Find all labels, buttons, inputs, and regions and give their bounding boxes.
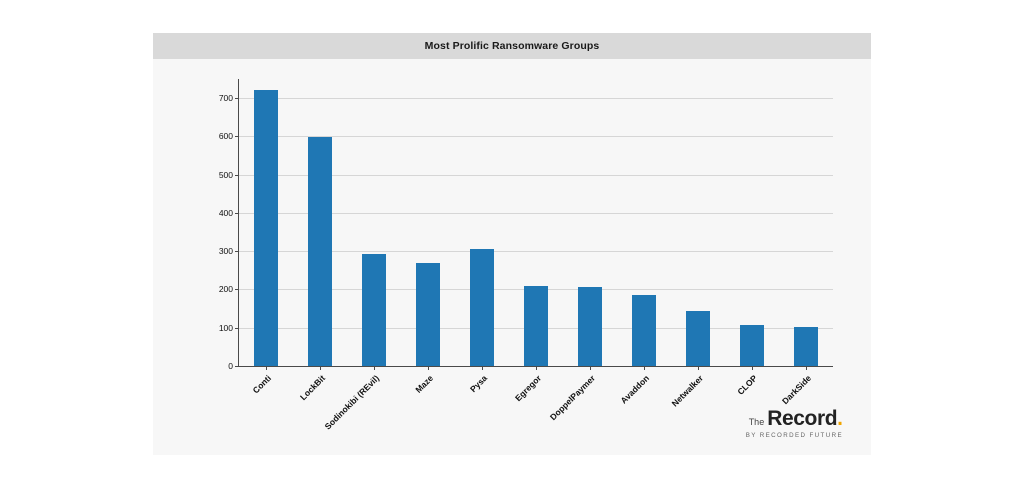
brand-tagline: BY RECORDED FUTURE — [745, 431, 843, 439]
x-tick-label: DoppelPaymer — [547, 373, 598, 423]
y-tick-label: 300 — [218, 246, 233, 257]
brand-the: The — [748, 416, 765, 427]
x-tick-mark — [320, 366, 321, 370]
bar — [524, 286, 549, 366]
x-tick-label: Maze — [413, 373, 436, 395]
bar-series — [239, 79, 833, 366]
bar — [308, 137, 333, 366]
x-tick-mark — [752, 366, 753, 370]
x-tick-mark — [266, 366, 267, 370]
bar — [416, 263, 441, 366]
x-tick-label: LockBit — [297, 373, 328, 403]
bar — [578, 287, 603, 366]
brand-logo — [746, 408, 843, 439]
x-tick-label: Conti — [250, 373, 274, 396]
x-tick-mark — [590, 366, 591, 370]
x-tick-mark — [644, 366, 645, 370]
x-tick-label: Netwalker — [669, 373, 706, 409]
y-tick-label: 500 — [218, 169, 233, 180]
x-tick-label: CLOP — [735, 373, 760, 397]
x-tick-mark — [428, 366, 429, 370]
bar — [254, 90, 279, 366]
x-tick-label: Sodinokibi (REvil) — [322, 373, 382, 432]
y-tick-label: 0 — [228, 361, 233, 371]
x-tick-label: Egregor — [512, 373, 544, 404]
y-tick-mark — [235, 366, 239, 367]
bar — [362, 254, 387, 366]
bar — [470, 249, 495, 366]
x-tick-label: DarkSide — [779, 373, 814, 407]
x-tick-label: Pysa — [467, 373, 490, 395]
brand-record: Record — [767, 406, 838, 430]
page-title: Most Prolific Ransomware Groups — [424, 40, 600, 52]
bar — [740, 325, 765, 366]
y-tick-label: 600 — [218, 131, 233, 142]
y-tick-label: 200 — [218, 284, 233, 295]
chart-title-bar — [153, 33, 871, 59]
x-tick-mark — [536, 366, 537, 370]
bar — [686, 311, 711, 366]
bar — [632, 295, 657, 366]
chart-card — [153, 33, 871, 455]
x-tick-mark — [482, 366, 483, 370]
brand-dot: . — [837, 406, 843, 430]
plot-wrapper — [153, 59, 871, 455]
x-tick-mark — [698, 366, 699, 370]
bar — [794, 327, 819, 366]
x-tick-mark — [374, 366, 375, 370]
y-tick-label: 400 — [218, 207, 233, 218]
y-tick-label: 100 — [218, 322, 233, 333]
x-tick-label: Avaddon — [618, 373, 652, 406]
x-tick-mark — [806, 366, 807, 370]
y-tick-label: 700 — [218, 93, 233, 104]
